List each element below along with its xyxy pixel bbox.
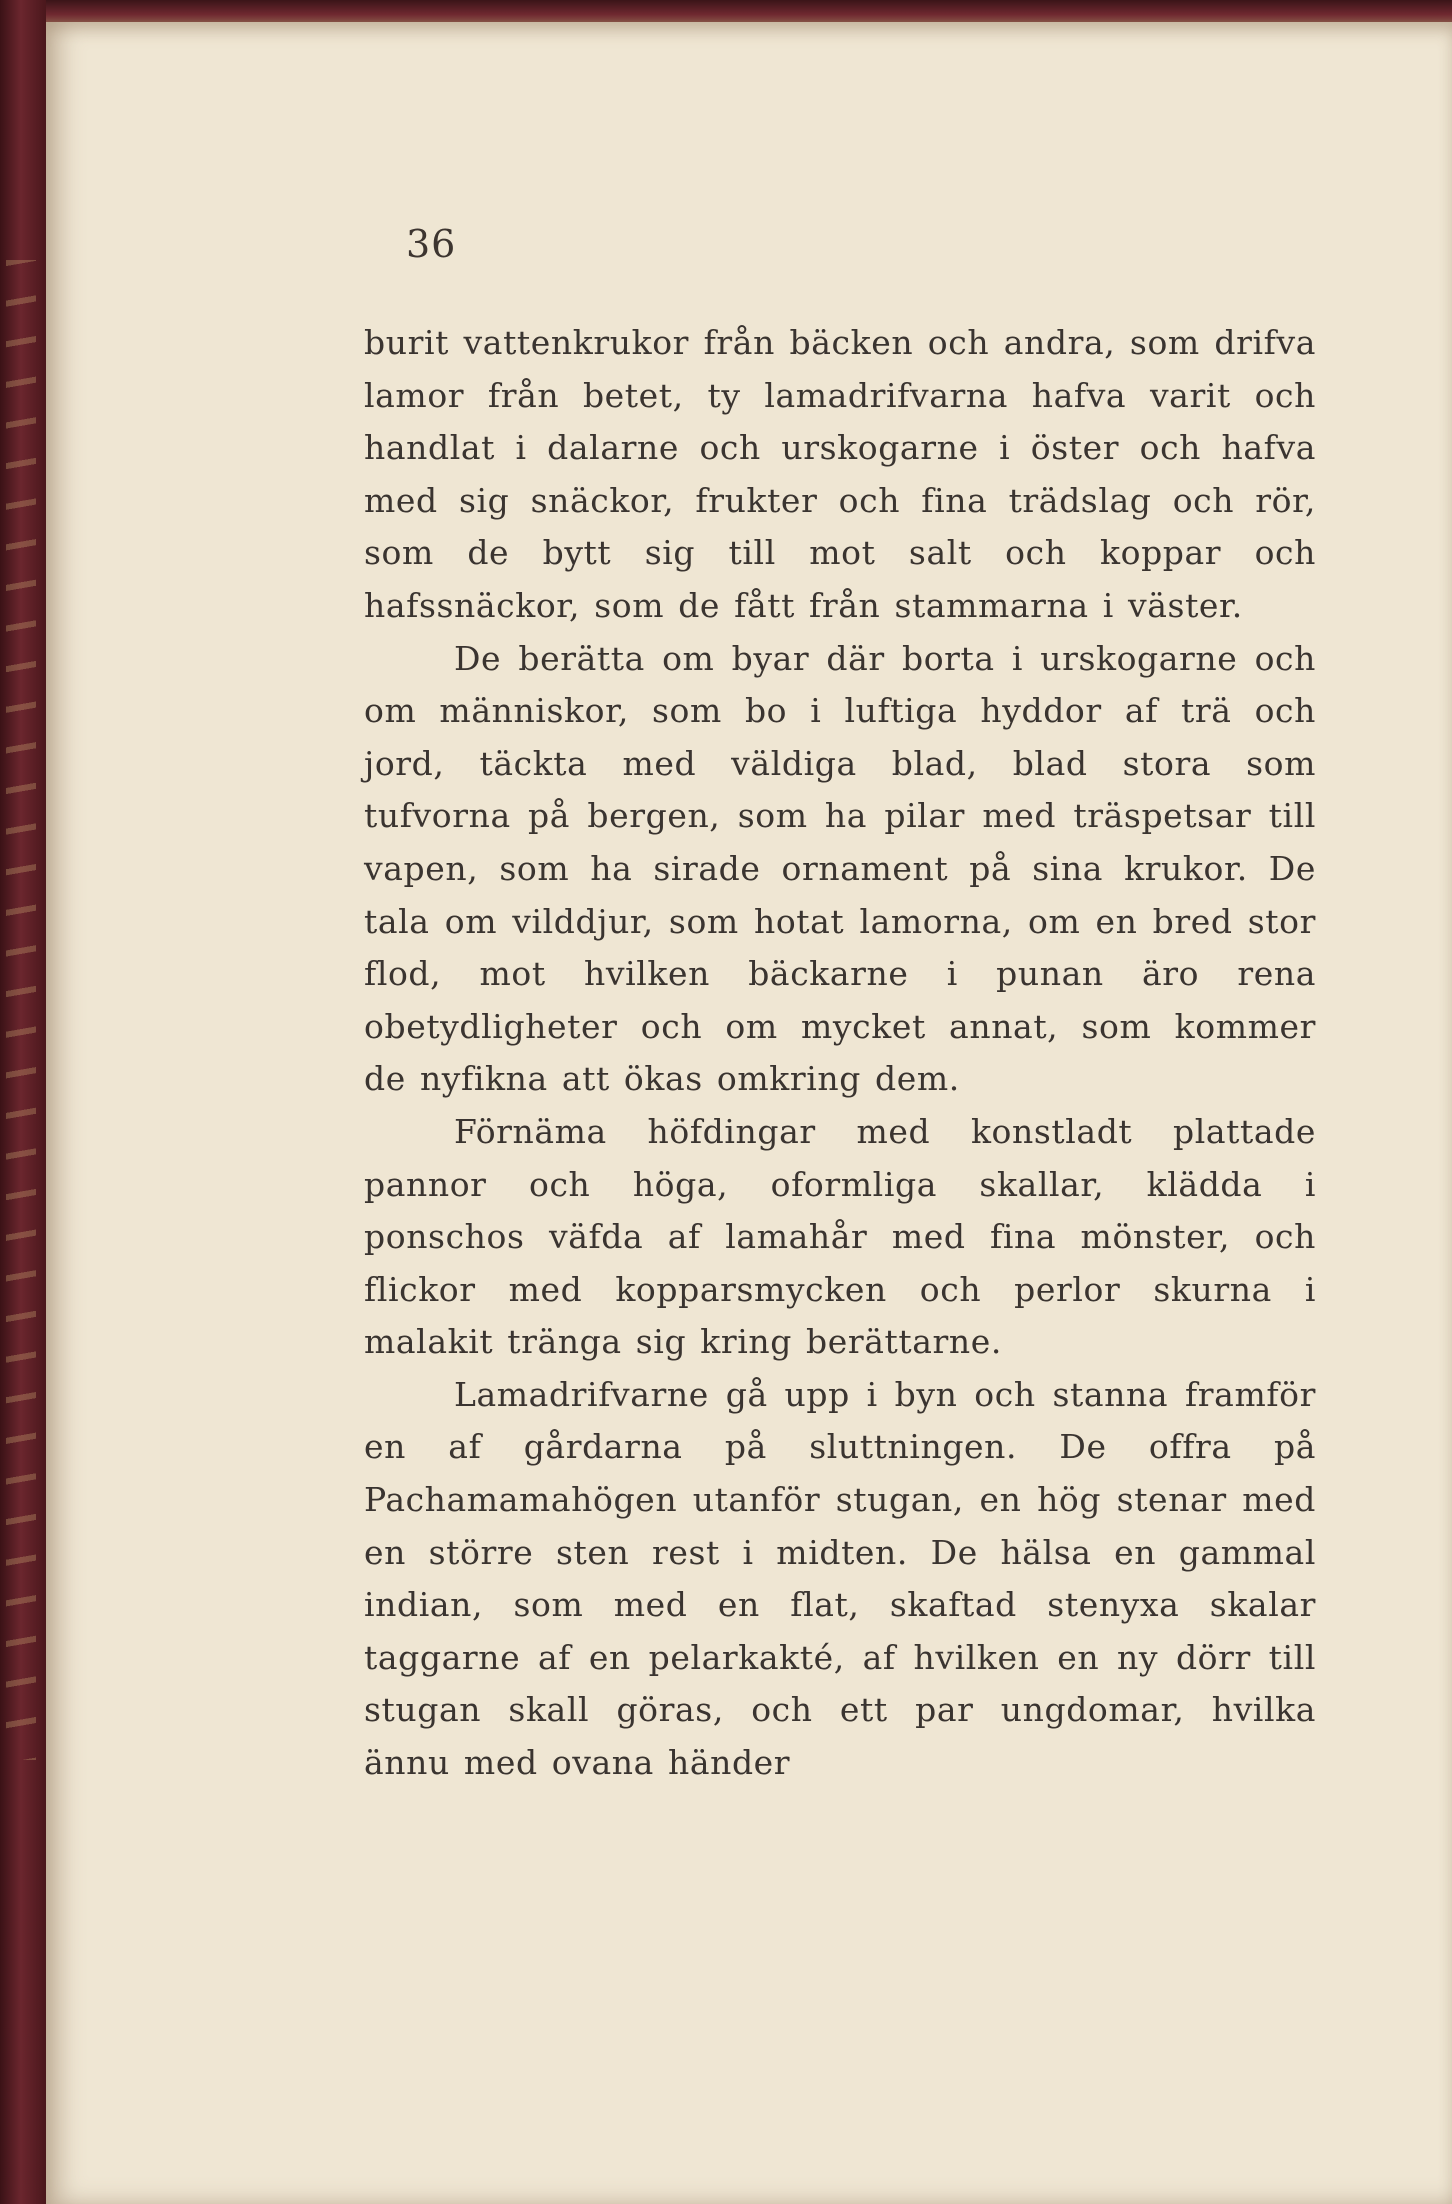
book-page	[46, 22, 1452, 2204]
book-top-edge	[0, 0, 1452, 24]
paragraph: burit vattenkrukor från bäcken och andra, som drifva lamor från betet, ty lamadrifvarna hafva varit och handlat i dalarne och urskogarne i öster och hafva med sig snäckor, frukter och fina trädslag och rör, som de bytt sig till mot salt och koppar och hafssnäckor, som de fått från stammarna i väster.	[364, 323, 1316, 625]
body-text	[364, 317, 1316, 1790]
marbled-cover-edge	[6, 260, 36, 1760]
paragraph: Förnäma höfdingar med konstladt plattade pannor och höga, oformliga skallar, klädda i ponschos väfda af lamahår med fina mönster, och flickor med kopparsmycken och perlor skurna i malakit tränga sig kring berättarne.	[364, 1111, 1316, 1362]
page-number: 36	[406, 222, 457, 266]
book-spine	[0, 0, 46, 2204]
paragraph: Lamadrifvarne gå upp i byn och stanna framför en af gårdarna på sluttningen. De offra på Pachamamahögen utanför stugan, en hög stenar med en större sten rest i midten. De hälsa en gammal indian, som med en flat, skaftad stenyxa skalar taggarne af en pelarkakté, af hvilken en ny dörr till stugan skall göras, och ett par ungdomar, hvilka ännu med ovana händer	[364, 1374, 1316, 1783]
paragraph: De berätta om byar där borta i urskogarne och om människor, som bo i luftiga hyddor af trä och jord, täckta med väldiga blad, blad stora som tufvorna på bergen, som ha pilar med träspetsar till vapen, som ha sirade ornament på sina krukor. De tala om vilddjur, som hotat lamorna, om en bred stor flod, mot hvilken bäckarne i punan äro rena obetydligheter och om mycket annat, som kommer de nyfikna att ökas omkring dem.	[364, 638, 1316, 1099]
